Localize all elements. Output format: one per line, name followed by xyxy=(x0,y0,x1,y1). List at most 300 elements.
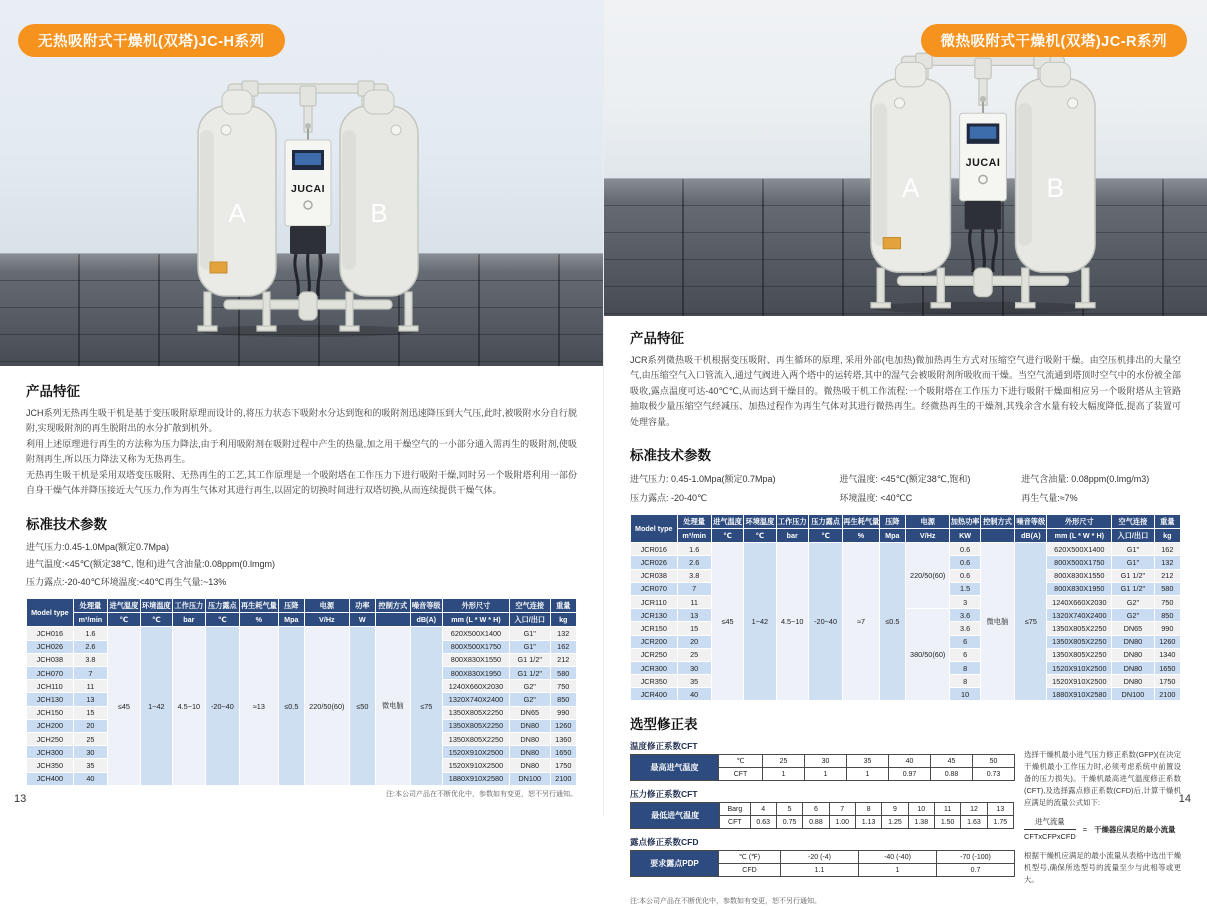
table-cell: G2" xyxy=(509,693,550,706)
table-cell: ≈7 xyxy=(843,543,879,701)
header-cell xyxy=(980,529,1014,543)
table-footnote: 注:本公司产品在不断优化中，参数如有变更，恕不另行通知。 xyxy=(386,790,577,798)
series-title-badge: 微热吸附式干燥机(双塔)JC-R系列 xyxy=(921,24,1188,57)
table-cell: JCR350 xyxy=(631,675,678,688)
param-line: 进气含油量: 0.08ppm(0.lmg/m3) xyxy=(1021,474,1150,485)
table-cell: 25 xyxy=(73,732,108,745)
control-cabinet xyxy=(285,123,331,226)
page-number: 14 xyxy=(1178,793,1191,805)
table-cell: 4 xyxy=(750,803,776,816)
features-paragraph: 无热再生吸干机是采用双塔变压吸附、无热再生的工艺,其工作原理是一个吸附塔在工作压力下进行吸附干燥,同时另一个吸附塔利用一部份自身干燥气体并降压接近大气压力,作为再生气体对其进行再生,以固定的切换时间进行双塔切换,从而连续提供干燥气体。 xyxy=(26,469,577,496)
table-cell: 1520X910X2500 xyxy=(1047,675,1112,688)
header-cell: Model type xyxy=(27,599,74,627)
dewpoint-correction-table xyxy=(630,850,1015,877)
params-heading: 标准技术参数 xyxy=(26,516,107,532)
table-cell: -40 (-40) xyxy=(859,851,937,864)
header-cell: 重量 xyxy=(550,599,576,613)
table-cell: 2.6 xyxy=(73,640,108,653)
table-cell: DN80 xyxy=(509,719,550,732)
header-cell: ℃ xyxy=(744,529,776,543)
warning-sticker xyxy=(883,238,900,249)
table-cell: -20~40 xyxy=(205,627,240,785)
table-cell: DN65 xyxy=(509,706,550,719)
table-cell: JCR150 xyxy=(631,622,678,635)
header-cell: 控制方式 xyxy=(980,515,1014,529)
table-cell: G1" xyxy=(1112,556,1154,569)
table-cell: 1.50 xyxy=(934,816,960,829)
header-cell: m³/min xyxy=(677,529,711,543)
table-cell: JCH130 xyxy=(27,693,74,706)
table-cell: 1750 xyxy=(1154,675,1180,688)
table-cell: JCH038 xyxy=(27,653,74,666)
table-cell: 3 xyxy=(950,595,980,608)
table-cell: 2.6 xyxy=(677,556,711,569)
table-cell: 1 xyxy=(859,864,937,877)
header-cell: KW xyxy=(950,529,980,543)
table-cell: 1.6 xyxy=(73,627,108,640)
table-cell: 990 xyxy=(1154,622,1180,635)
warning-sticker xyxy=(210,262,227,273)
header-cell: ℃ xyxy=(108,613,140,627)
table-cell: 35 xyxy=(677,675,711,688)
table-cell: 1750 xyxy=(550,759,576,772)
table-cell: DN80 xyxy=(1112,648,1154,661)
selection-text: 根据干燥机应满足的最小流量从表格中选出干燥机型号,确保所选型号的流量至少与此相等或更大。 xyxy=(1024,851,1181,885)
table-cell: 800X830X1950 xyxy=(1047,582,1112,595)
table-cell: JCH400 xyxy=(27,772,74,785)
table-cell: 750 xyxy=(1154,595,1180,608)
table-row xyxy=(27,627,577,640)
formula-result: 干燥器应满足的最小流量 xyxy=(1094,824,1176,834)
param-line: 进气温度:<45℃(额定38℃, 饱和)进气含油量:0.08ppm(0.lmgm) xyxy=(26,559,276,570)
table-cell: 30 xyxy=(805,755,847,768)
table-cell: 0.88 xyxy=(931,768,973,781)
table-cell: JCR200 xyxy=(631,635,678,648)
header-cell: 压力露点 xyxy=(808,515,842,529)
table-cell: 0.7 xyxy=(937,864,1015,877)
table-cell: -70 (-100) xyxy=(937,851,1015,864)
table-cell: 7 xyxy=(73,667,108,680)
header-cell: bar xyxy=(173,613,205,627)
table-cell: 40 xyxy=(889,755,931,768)
table-cell: JCR038 xyxy=(631,569,678,582)
table-cell: 800X500X1750 xyxy=(1047,556,1112,569)
dryer-machine-illustration xyxy=(830,42,1136,319)
table-cell: 990 xyxy=(550,706,576,719)
header-cell: ℃ xyxy=(140,613,172,627)
table-cell: 微电脑 xyxy=(980,543,1014,701)
selection-guide-text xyxy=(1024,733,1181,886)
table-cell: 1350X805X2250 xyxy=(1047,622,1112,635)
table-cell: 1~42 xyxy=(140,627,172,785)
table-cell: 1350X805X2250 xyxy=(442,706,509,719)
table-cell: G2" xyxy=(1112,595,1154,608)
header-cell: % xyxy=(240,613,279,627)
table-cell: 1350X805X2250 xyxy=(442,719,509,732)
param-line: 压力露点: -20-40℃ xyxy=(630,492,708,503)
header-cell: Mpa xyxy=(278,613,304,627)
table-cell: 1360 xyxy=(550,732,576,745)
table-cell: ≤45 xyxy=(108,627,140,785)
table-cell: 132 xyxy=(1154,556,1180,569)
table-cell: JCH350 xyxy=(27,759,74,772)
header-cell: 电源 xyxy=(305,599,350,613)
table-cell: 380/50(60) xyxy=(905,609,949,701)
param-line: 进气压力: 0.45-1.0Mpa(额定0.7Mpa) xyxy=(630,474,776,485)
table-cell: ≤75 xyxy=(1015,543,1047,701)
table-cell: 212 xyxy=(1154,569,1180,582)
table-cell: 35 xyxy=(847,755,889,768)
header-cell: V/Hz xyxy=(905,529,949,543)
table-cell: JCH250 xyxy=(27,732,74,745)
table-cell: 1240X660X2030 xyxy=(442,680,509,693)
header-cell: kg xyxy=(550,613,576,627)
header-cell: 压力露点 xyxy=(205,599,240,613)
table-cell: G2" xyxy=(509,680,550,693)
cft-pressure-label: 压力修正系数CFT xyxy=(630,789,698,800)
table-cell: DN80 xyxy=(1112,675,1154,688)
table-cell: CFT xyxy=(720,816,750,829)
photo-area-right xyxy=(604,0,1207,316)
table-cell: G1 1/2" xyxy=(1112,569,1154,582)
page-right-content xyxy=(604,327,1207,906)
table-cell: 850 xyxy=(550,693,576,706)
table-cell: G1" xyxy=(1112,543,1154,556)
table-cell: G1" xyxy=(509,627,550,640)
param-line: 进气压力:0.45-1.0Mpa(额定0.7Mpa) xyxy=(26,541,170,552)
table-cell: 1260 xyxy=(1154,635,1180,648)
valve-block xyxy=(290,226,326,298)
table-cell: 0.6 xyxy=(950,543,980,556)
header-cell: 工作压力 xyxy=(173,599,205,613)
cfd-label: 露点修正系数CFD xyxy=(630,837,699,848)
param-line: 压力露点:-20-40℃环境温度:<40℃再生气量:~13% xyxy=(26,576,227,587)
table-cell: 3.6 xyxy=(950,622,980,635)
page-left-content xyxy=(0,380,603,799)
header-cell: 外形尺寸 xyxy=(442,599,509,613)
header-cell: kg xyxy=(1154,529,1180,543)
table-cell: 最低进气温度 xyxy=(631,803,720,829)
header-cell: 再生耗气量 xyxy=(843,515,879,529)
table-row xyxy=(631,515,1181,529)
spec-table-jcr xyxy=(630,514,1181,701)
header-cell: m³/min xyxy=(73,613,108,627)
table-cell: JCH110 xyxy=(27,680,74,693)
table-cell: 8 xyxy=(950,675,980,688)
header-cell: 噪音等级 xyxy=(410,599,442,613)
table-cell: G1" xyxy=(509,640,550,653)
formula-fraction xyxy=(1024,816,1076,843)
table-cell: ≤50 xyxy=(349,627,375,785)
pressure-correction-table xyxy=(630,802,1014,829)
table-cell: 0.75 xyxy=(776,816,802,829)
features-heading: 产品特征 xyxy=(26,384,80,399)
table-cell: 3.6 xyxy=(950,609,980,622)
table-cell: ≤45 xyxy=(711,543,743,701)
header-cell: Mpa xyxy=(879,529,905,543)
table-cell: 20 xyxy=(73,719,108,732)
table-cell: JCH026 xyxy=(27,640,74,653)
table-row xyxy=(631,803,1014,816)
table-cell: 1320X740X2400 xyxy=(1047,609,1112,622)
header-cell: 进气温度 xyxy=(108,599,140,613)
features-heading: 产品特征 xyxy=(630,331,684,346)
table-cell: 30 xyxy=(73,746,108,759)
header-cell: mm (L * W * H) xyxy=(442,613,509,627)
table-cell: 0.97 xyxy=(889,768,931,781)
table-cell: 1350X805X2250 xyxy=(442,732,509,745)
table-cell: 11 xyxy=(677,595,711,608)
table-cell: 620X500X1400 xyxy=(1047,543,1112,556)
table-cell: 2100 xyxy=(1154,688,1180,701)
table-cell: 10 xyxy=(908,803,934,816)
table-cell: DN100 xyxy=(509,772,550,785)
tower-b-label: B xyxy=(1046,172,1065,203)
features-paragraph: JCR系列微热吸干机根据变压吸附、再生循环的原理, 采用外部(电加热)微加热再生方式对压缩空气进行吸附干燥。由空压机排出的大量空气,由压缩空气入口管流入,通过气阀进入两个塔中的运转塔,其中的湿气会被吸附剂所吸收而干燥。当空气流通到塔顶时空气中的水份被全部吸收,露点温度可达-40℃℃,从而达到干燥目的。微热吸干机工作流程:一个吸附塔在工作压力下进行吸附干燥面相应另一个吸附塔从主管路抽取极少量压缩空气经减压、加热过程作为再生气体对其进行微热再生。经微热再生的干燥剂,其残余含水量有较大幅度降低,提高了装置可处理容量。 xyxy=(630,355,1181,427)
spec-table-jch xyxy=(26,598,577,785)
header-cell: ℃ xyxy=(205,613,240,627)
header-cell: 压降 xyxy=(278,599,304,613)
table-cell: JCR300 xyxy=(631,661,678,674)
table-cell: 3.8 xyxy=(73,653,108,666)
table-row xyxy=(631,529,1181,543)
table-cell: JCR250 xyxy=(631,648,678,661)
table-cell: Barg xyxy=(720,803,750,816)
table-cell: 11 xyxy=(934,803,960,816)
table-cell: 1650 xyxy=(1154,661,1180,674)
tower-a-label: A xyxy=(901,172,920,203)
machine-shadow xyxy=(196,325,420,337)
machine-shadow xyxy=(869,302,1097,314)
table-cell: 800X500X1750 xyxy=(442,640,509,653)
table-cell: 20 xyxy=(677,635,711,648)
table-cell: 1.00 xyxy=(829,816,855,829)
table-cell: 132 xyxy=(550,627,576,640)
table-cell: 45 xyxy=(931,755,973,768)
table-cell: 1340 xyxy=(1154,648,1180,661)
header-cell: V/Hz xyxy=(305,613,350,627)
table-cell: 要求露点PDP xyxy=(631,851,719,877)
table-cell: 1.38 xyxy=(908,816,934,829)
header-cell: ℃ xyxy=(711,529,743,543)
table-cell: 1.13 xyxy=(855,816,881,829)
table-cell: 40 xyxy=(677,688,711,701)
table-cell: 580 xyxy=(550,667,576,680)
table-cell: 1350X805X2250 xyxy=(1047,648,1112,661)
photo-area-left xyxy=(0,0,603,366)
header-cell: 压降 xyxy=(879,515,905,529)
table-cell: JCR070 xyxy=(631,582,678,595)
table-cell: DN80 xyxy=(509,732,550,745)
table-cell: 8 xyxy=(950,661,980,674)
table-cell: 6 xyxy=(803,803,829,816)
table-cell: 1 xyxy=(847,768,889,781)
table-cell: 微电脑 xyxy=(376,627,411,785)
tower-b-label: B xyxy=(370,198,388,228)
table-cell: 1 xyxy=(763,768,805,781)
header-cell: W xyxy=(349,613,375,627)
table-cell: 212 xyxy=(550,653,576,666)
table-cell: 1.6 xyxy=(677,543,711,556)
header-cell: dB(A) xyxy=(1015,529,1047,543)
table-cell: 162 xyxy=(1154,543,1180,556)
param-line: 环境温度: <40℃C xyxy=(839,492,913,503)
cft-temp-label: 温度修正系数CFT xyxy=(630,741,698,752)
table-cell: 1260 xyxy=(550,719,576,732)
table-cell: 40 xyxy=(73,772,108,785)
table-cell: 25 xyxy=(677,648,711,661)
header-cell: 电源 xyxy=(905,515,949,529)
table-cell: 1240X660X2030 xyxy=(1047,595,1112,608)
table-cell: 800X830X1950 xyxy=(442,667,509,680)
params-heading: 标准技术参数 xyxy=(630,448,711,464)
table-cell: JCH200 xyxy=(27,719,74,732)
table-cell: 220/50(60) xyxy=(305,627,350,785)
table-cell: 12 xyxy=(961,803,987,816)
table-cell: ≤0.5 xyxy=(879,543,905,701)
table-cell: 1 xyxy=(805,768,847,781)
control-cabinet xyxy=(960,96,1007,201)
table-cell: 0.88 xyxy=(803,816,829,829)
table-cell: 8 xyxy=(855,803,881,816)
table-cell: JCH300 xyxy=(27,746,74,759)
table-cell: JCR110 xyxy=(631,595,678,608)
table-cell: DN80 xyxy=(1112,661,1154,674)
table-cell: ≤0.5 xyxy=(278,627,304,785)
table-footnote: 注:本公司产品在不断优化中，参数如有变更，恕不另行通知。 xyxy=(630,898,821,906)
table-cell: 620X500X1400 xyxy=(442,627,509,640)
table-cell: JCH150 xyxy=(27,706,74,719)
series-title-badge: 无热吸附式干燥机(双塔)JC-H系列 xyxy=(18,24,285,57)
table-cell: G1 1/2" xyxy=(1112,582,1154,595)
header-cell: mm (L * W * H) xyxy=(1047,529,1112,543)
table-cell: 1520X910X2500 xyxy=(1047,661,1112,674)
table-cell: JCR400 xyxy=(631,688,678,701)
table-cell: CFD xyxy=(719,864,781,877)
table-cell: G1 1/2" xyxy=(509,653,550,666)
header-cell: ℃ xyxy=(808,529,842,543)
table-cell: 800X830X1550 xyxy=(442,653,509,666)
table-cell: 4.5~10 xyxy=(173,627,205,785)
table-cell: 0.63 xyxy=(750,816,776,829)
table-cell: 6 xyxy=(950,635,980,648)
header-cell: 加热功率 xyxy=(950,515,980,529)
table-cell: 7 xyxy=(829,803,855,816)
page-number: 13 xyxy=(14,793,27,805)
table-cell: DN80 xyxy=(509,746,550,759)
header-cell: 外形尺寸 xyxy=(1047,515,1112,529)
table-cell: 最高进气温度 xyxy=(631,755,719,781)
table-cell: ≈13 xyxy=(240,627,279,785)
header-cell: 噪音等级 xyxy=(1015,515,1047,529)
table-cell: 162 xyxy=(550,640,576,653)
header-cell: 功率 xyxy=(349,599,375,613)
tower-a-label: A xyxy=(228,198,246,228)
table-cell: 1880X910X2580 xyxy=(1047,688,1112,701)
header-cell: 再生耗气量 xyxy=(240,599,279,613)
temp-correction-table xyxy=(630,754,1015,781)
table-cell: 3.8 xyxy=(677,569,711,582)
table-cell: JCR016 xyxy=(631,543,678,556)
table-cell: G2" xyxy=(1112,609,1154,622)
brand-label: JUCAI xyxy=(290,183,326,195)
selection-correction-area xyxy=(630,733,1181,886)
table-cell: JCR130 xyxy=(631,609,678,622)
header-cell: bar xyxy=(776,529,808,543)
header-cell xyxy=(376,613,411,627)
header-cell: 空气连接 xyxy=(509,599,550,613)
table-cell: G1 1/2" xyxy=(509,667,550,680)
equals-sign: = xyxy=(1082,824,1088,834)
selection-heading: 选型修正表 xyxy=(630,717,698,733)
table-cell: 13 xyxy=(73,693,108,706)
table-cell: 11 xyxy=(73,680,108,693)
formula-denominator: CFTxCFPxCFD xyxy=(1024,832,1076,842)
table-cell: 4.5~10 xyxy=(776,543,808,701)
brand-label: JUCAI xyxy=(965,157,1001,170)
header-cell: 控制方式 xyxy=(376,599,411,613)
header-cell: 工作压力 xyxy=(776,515,808,529)
table-cell: 15 xyxy=(73,706,108,719)
table-cell: 1320X740X2400 xyxy=(442,693,509,706)
table-cell: 580 xyxy=(1154,582,1180,595)
features-paragraph: 利用上述原理进行再生的方法称为压力降法,由于利用吸附剂在吸附过程中产生的热量,加之用干燥空气的一小部分通入需再生的吸附剂,使吸附剂再生,所以压力降法又称为无热再生。 xyxy=(26,438,577,465)
header-cell: dB(A) xyxy=(410,613,442,627)
table-cell: 0.6 xyxy=(950,569,980,582)
table-cell: 15 xyxy=(677,622,711,635)
table-cell: -20~40 xyxy=(808,543,842,701)
table-cell: 6 xyxy=(950,648,980,661)
table-row xyxy=(631,543,1181,556)
table-cell: 1.5 xyxy=(950,582,980,595)
table-cell: 1520X910X2500 xyxy=(442,759,509,772)
table-cell: 0.73 xyxy=(973,768,1015,781)
valve-block xyxy=(965,201,1002,274)
table-cell: 220/50(60) xyxy=(905,543,949,609)
table-cell: 5 xyxy=(776,803,802,816)
page-right xyxy=(603,0,1207,906)
table-cell: 800X830X1550 xyxy=(1047,569,1112,582)
table-cell: 13 xyxy=(677,609,711,622)
header-cell: 入口/出口 xyxy=(509,613,550,627)
table-cell: DN100 xyxy=(1112,688,1154,701)
table-cell: ℃ xyxy=(719,755,763,768)
table-cell: -20 (-4) xyxy=(781,851,859,864)
table-cell: 850 xyxy=(1154,609,1180,622)
standard-params xyxy=(26,539,577,592)
dryer-machine-illustration xyxy=(158,70,458,342)
features-paragraph: JCH系列无热再生吸干机是基于变压吸附原理而设计的,将压力状态下吸附水分达到饱和的吸附剂迅速降压到大气压,此时,被吸附水分自行脱附,实现吸附剂的再生脱附出的水分扩散到机外。 xyxy=(26,408,577,434)
table-cell: 35 xyxy=(73,759,108,772)
table-row xyxy=(631,755,1015,768)
correction-tables xyxy=(630,733,1014,886)
table-cell: JCH070 xyxy=(27,667,74,680)
table-cell: DN80 xyxy=(1112,635,1154,648)
table-cell: 13 xyxy=(987,803,1013,816)
header-cell: 入口/出口 xyxy=(1112,529,1154,543)
table-cell: 1.75 xyxy=(987,816,1013,829)
table-row xyxy=(27,599,577,613)
table-cell: 2100 xyxy=(550,772,576,785)
table-cell: 750 xyxy=(550,680,576,693)
header-cell: 进气温度 xyxy=(711,515,743,529)
table-cell: ≤75 xyxy=(410,627,442,785)
formula-numerator: 进气流量 xyxy=(1024,816,1076,830)
table-row xyxy=(631,851,1015,864)
table-cell: JCR026 xyxy=(631,556,678,569)
table-row xyxy=(27,613,577,627)
header-cell: % xyxy=(843,529,879,543)
